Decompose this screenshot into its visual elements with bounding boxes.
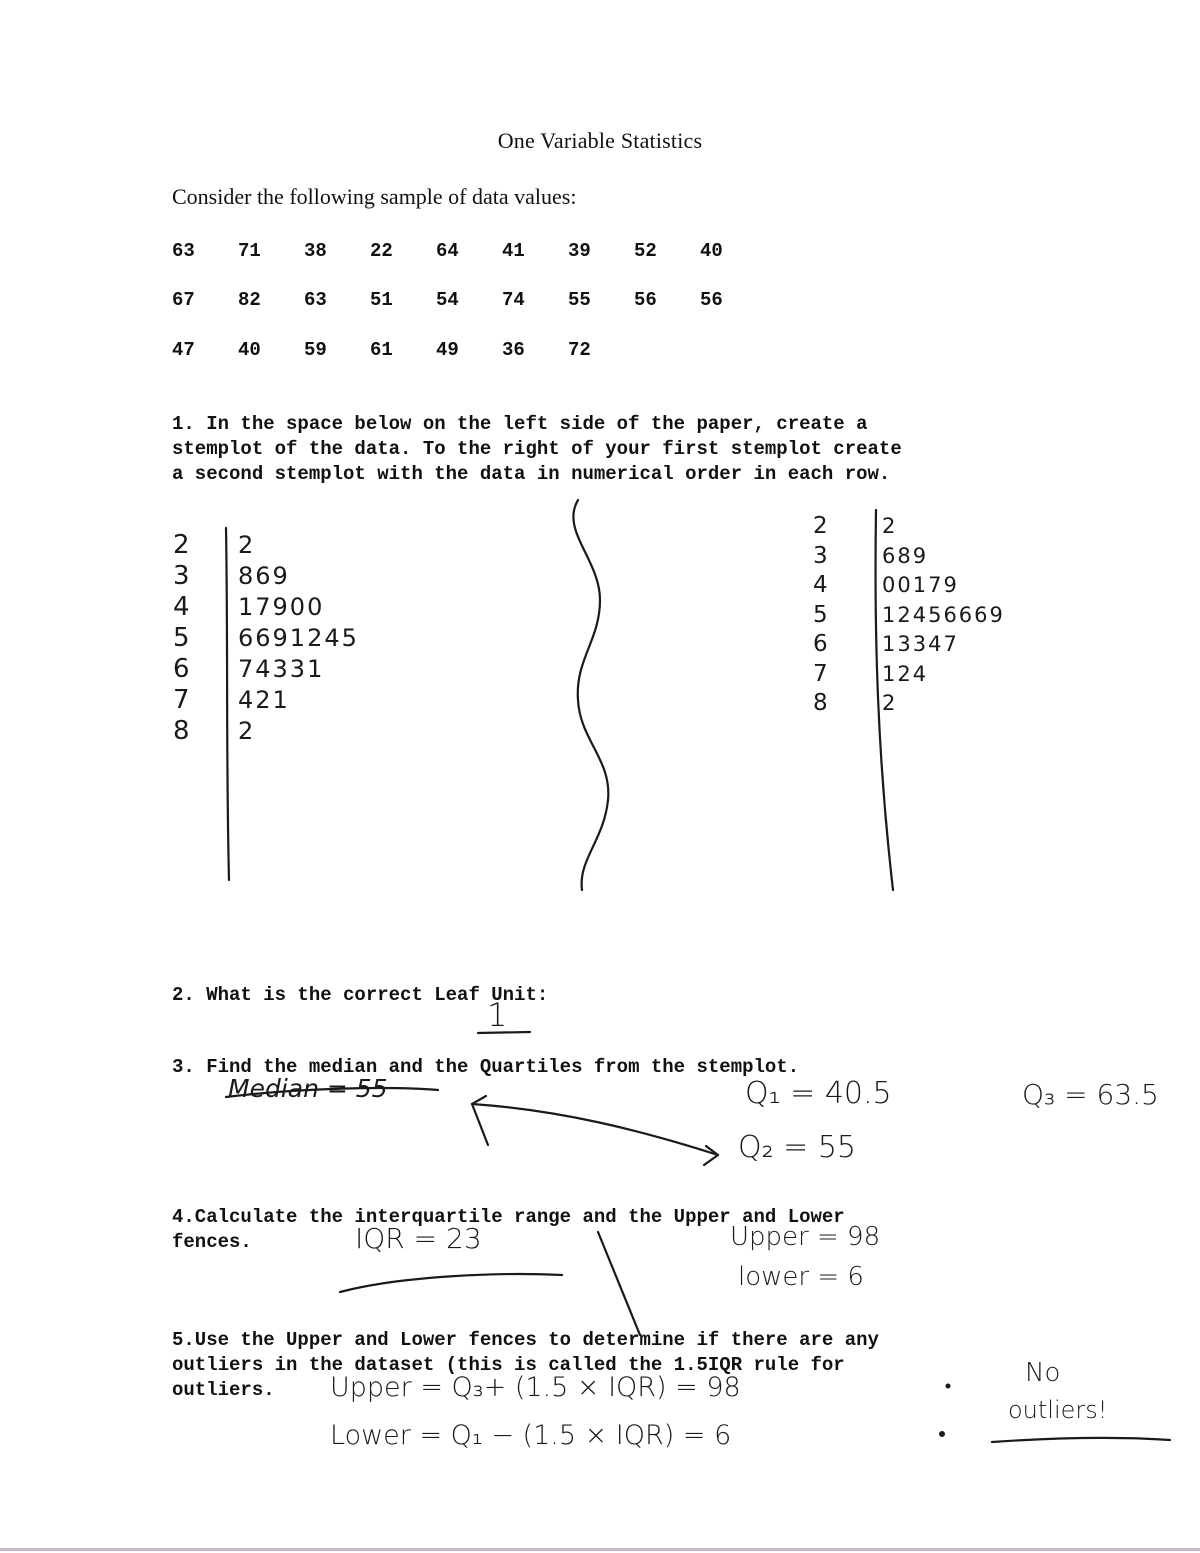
stem: 6 [813,631,828,657]
data-value: 22 [370,240,393,262]
answer-q2: Q₂ = 55 [738,1130,857,1165]
conclusion-underline [992,1438,1170,1442]
answer-iqr: IQR = 23 [355,1222,482,1255]
stemplot-2-stems [813,512,828,719]
data-value: 51 [370,289,393,311]
page-title: One Variable Statistics [497,128,703,153]
data-value: 61 [370,339,393,361]
answer-upper-formula: Upper = Q₃+ (1.5 × IQR) = 98 [330,1372,741,1403]
question-3: 3. Find the median and the Quartiles from the stemplot. [172,1056,800,1078]
scan-edge-line [0,1548,1200,1551]
arrow-head-left [472,1096,488,1145]
leaf: 2 [238,717,256,745]
data-value: 63 [304,289,327,311]
stemplot-1-stems [173,530,190,747]
leaf: 2 [882,514,898,538]
leaf: 421 [238,686,290,714]
stem: 7 [813,660,828,687]
stem: 8 [173,716,190,746]
leaf: 869 [238,562,290,590]
answer-upper-fence: Upper = 98 [730,1222,881,1252]
data-value: 63 [172,240,195,262]
leaf: 17900 [238,593,325,621]
answer-conclusion-line-1: No [1025,1358,1061,1388]
answer-median: Median = 55 [228,1074,388,1103]
answer-lower-fence: lower = 6 [738,1262,864,1292]
leaf: 689 [882,543,929,568]
data-value: 64 [436,240,459,262]
data-value: 71 [238,240,261,262]
question-1: 1. In the space below on the left side of the paper, create a stemplot of the data. To the right of your first stemplot create a second stemplot with the data in numerical order in each row. [172,413,902,485]
intro-text: Consider the following sample of data values: [172,184,577,209]
stem: 7 [173,685,190,715]
data-value: 38 [304,240,327,262]
data-value: 52 [634,240,657,262]
stemplot-1-leaves [238,530,359,747]
dot [946,1384,951,1389]
data-value: 59 [304,339,327,361]
leaf: 00179 [882,573,959,597]
data-value: 47 [172,339,195,361]
data-value: 56 [700,289,723,311]
answer-lower-formula: Lower = Q₁ − (1.5 × IQR) = 6 [330,1420,732,1451]
stem: 5 [813,601,828,628]
data-value: 72 [568,339,591,361]
data-value: 54 [436,289,459,311]
answer-q1: Q₁ = 40.5 [745,1076,892,1111]
stem: 2 [813,513,828,539]
arrow-head-right [704,1146,718,1165]
stem: 4 [173,592,190,622]
stem: 3 [173,561,190,591]
leaf: 2 [238,531,256,559]
stem: 4 [813,572,828,598]
data-value: 49 [436,339,459,361]
leaf: 6691245 [238,624,359,652]
leaf: 74331 [238,655,325,683]
data-value: 82 [238,289,261,311]
data-value: 56 [634,289,657,311]
question-5: 5.Use the Upper and Lower fences to determine if there are any outliers in the dataset (this is called the 1.5IQR rule for outliers. [172,1329,879,1401]
leaf: 2 [882,691,898,715]
stem: 3 [813,542,828,569]
leaf: 12456669 [882,602,1005,627]
stemplot-1-divider [226,528,229,880]
answer-leaf-unit: 1 [487,996,508,1034]
iqr-underline [340,1274,562,1292]
data-value: 40 [700,240,723,262]
double-arrow-line [472,1104,718,1155]
stem: 6 [173,654,190,684]
stemplot-2-leaves [882,512,1005,719]
stem: 5 [173,623,190,653]
wavy-separator [573,500,608,890]
question-4: 4.Calculate the interquartile range and the Upper and Lower fences. [172,1206,845,1253]
data-value: 67 [172,289,195,311]
leaf: 124 [882,661,929,686]
question-2: 2. What is the correct Leaf Unit: [172,984,549,1006]
dot [939,1431,945,1437]
data-value: 39 [568,240,591,262]
stem: 2 [173,530,190,560]
data-value: 40 [238,339,261,361]
data-value: 55 [568,289,591,311]
data-value: 36 [502,339,525,361]
data-value: 74 [502,289,525,311]
leaf: 13347 [882,632,959,656]
data-value: 41 [502,240,525,262]
stem: 8 [813,690,828,716]
answer-conclusion-line-2: outliers! [1008,1396,1108,1424]
answer-q3: Q₃ = 63.5 [1022,1078,1159,1111]
